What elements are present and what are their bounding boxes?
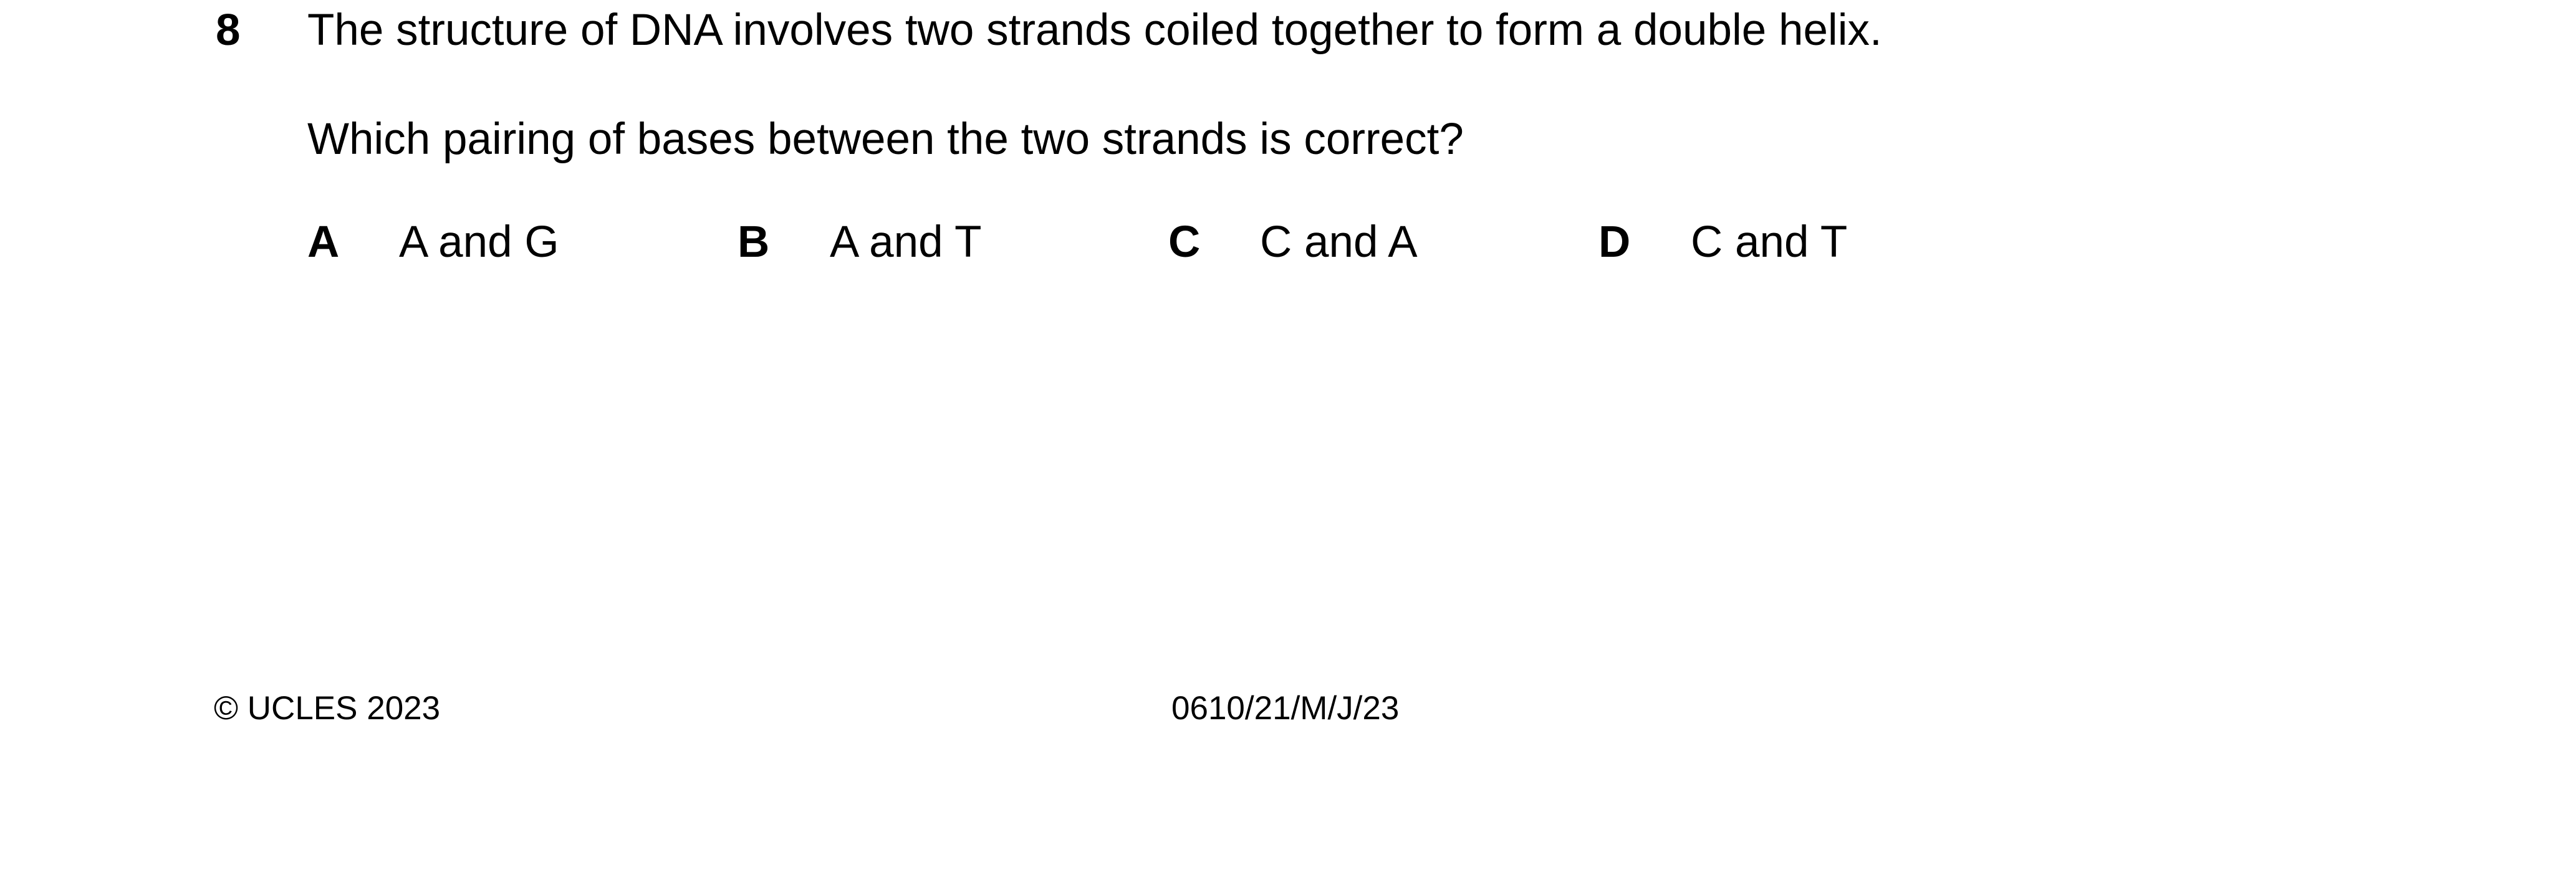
option-b-letter: B: [738, 218, 770, 267]
option-a-letter: A: [307, 218, 340, 267]
footer-copyright: © UCLES 2023: [214, 690, 441, 727]
question-prompt: Which pairing of bases between the two strands is correct?: [307, 115, 1464, 164]
option-d-letter: D: [1598, 218, 1631, 267]
option-c-text: C and A: [1260, 218, 1418, 267]
question-stem: The structure of DNA involves two strands coiled together to form a double helix.: [307, 6, 1882, 55]
question-number: 8: [216, 6, 241, 55]
option-c-letter: C: [1168, 218, 1201, 267]
option-b-text: A and T: [830, 218, 982, 267]
footer-paper-code: 0610/21/M/J/23: [1171, 690, 1400, 727]
option-d-text: C and T: [1691, 218, 1848, 267]
option-a-text: A and G: [399, 218, 559, 267]
